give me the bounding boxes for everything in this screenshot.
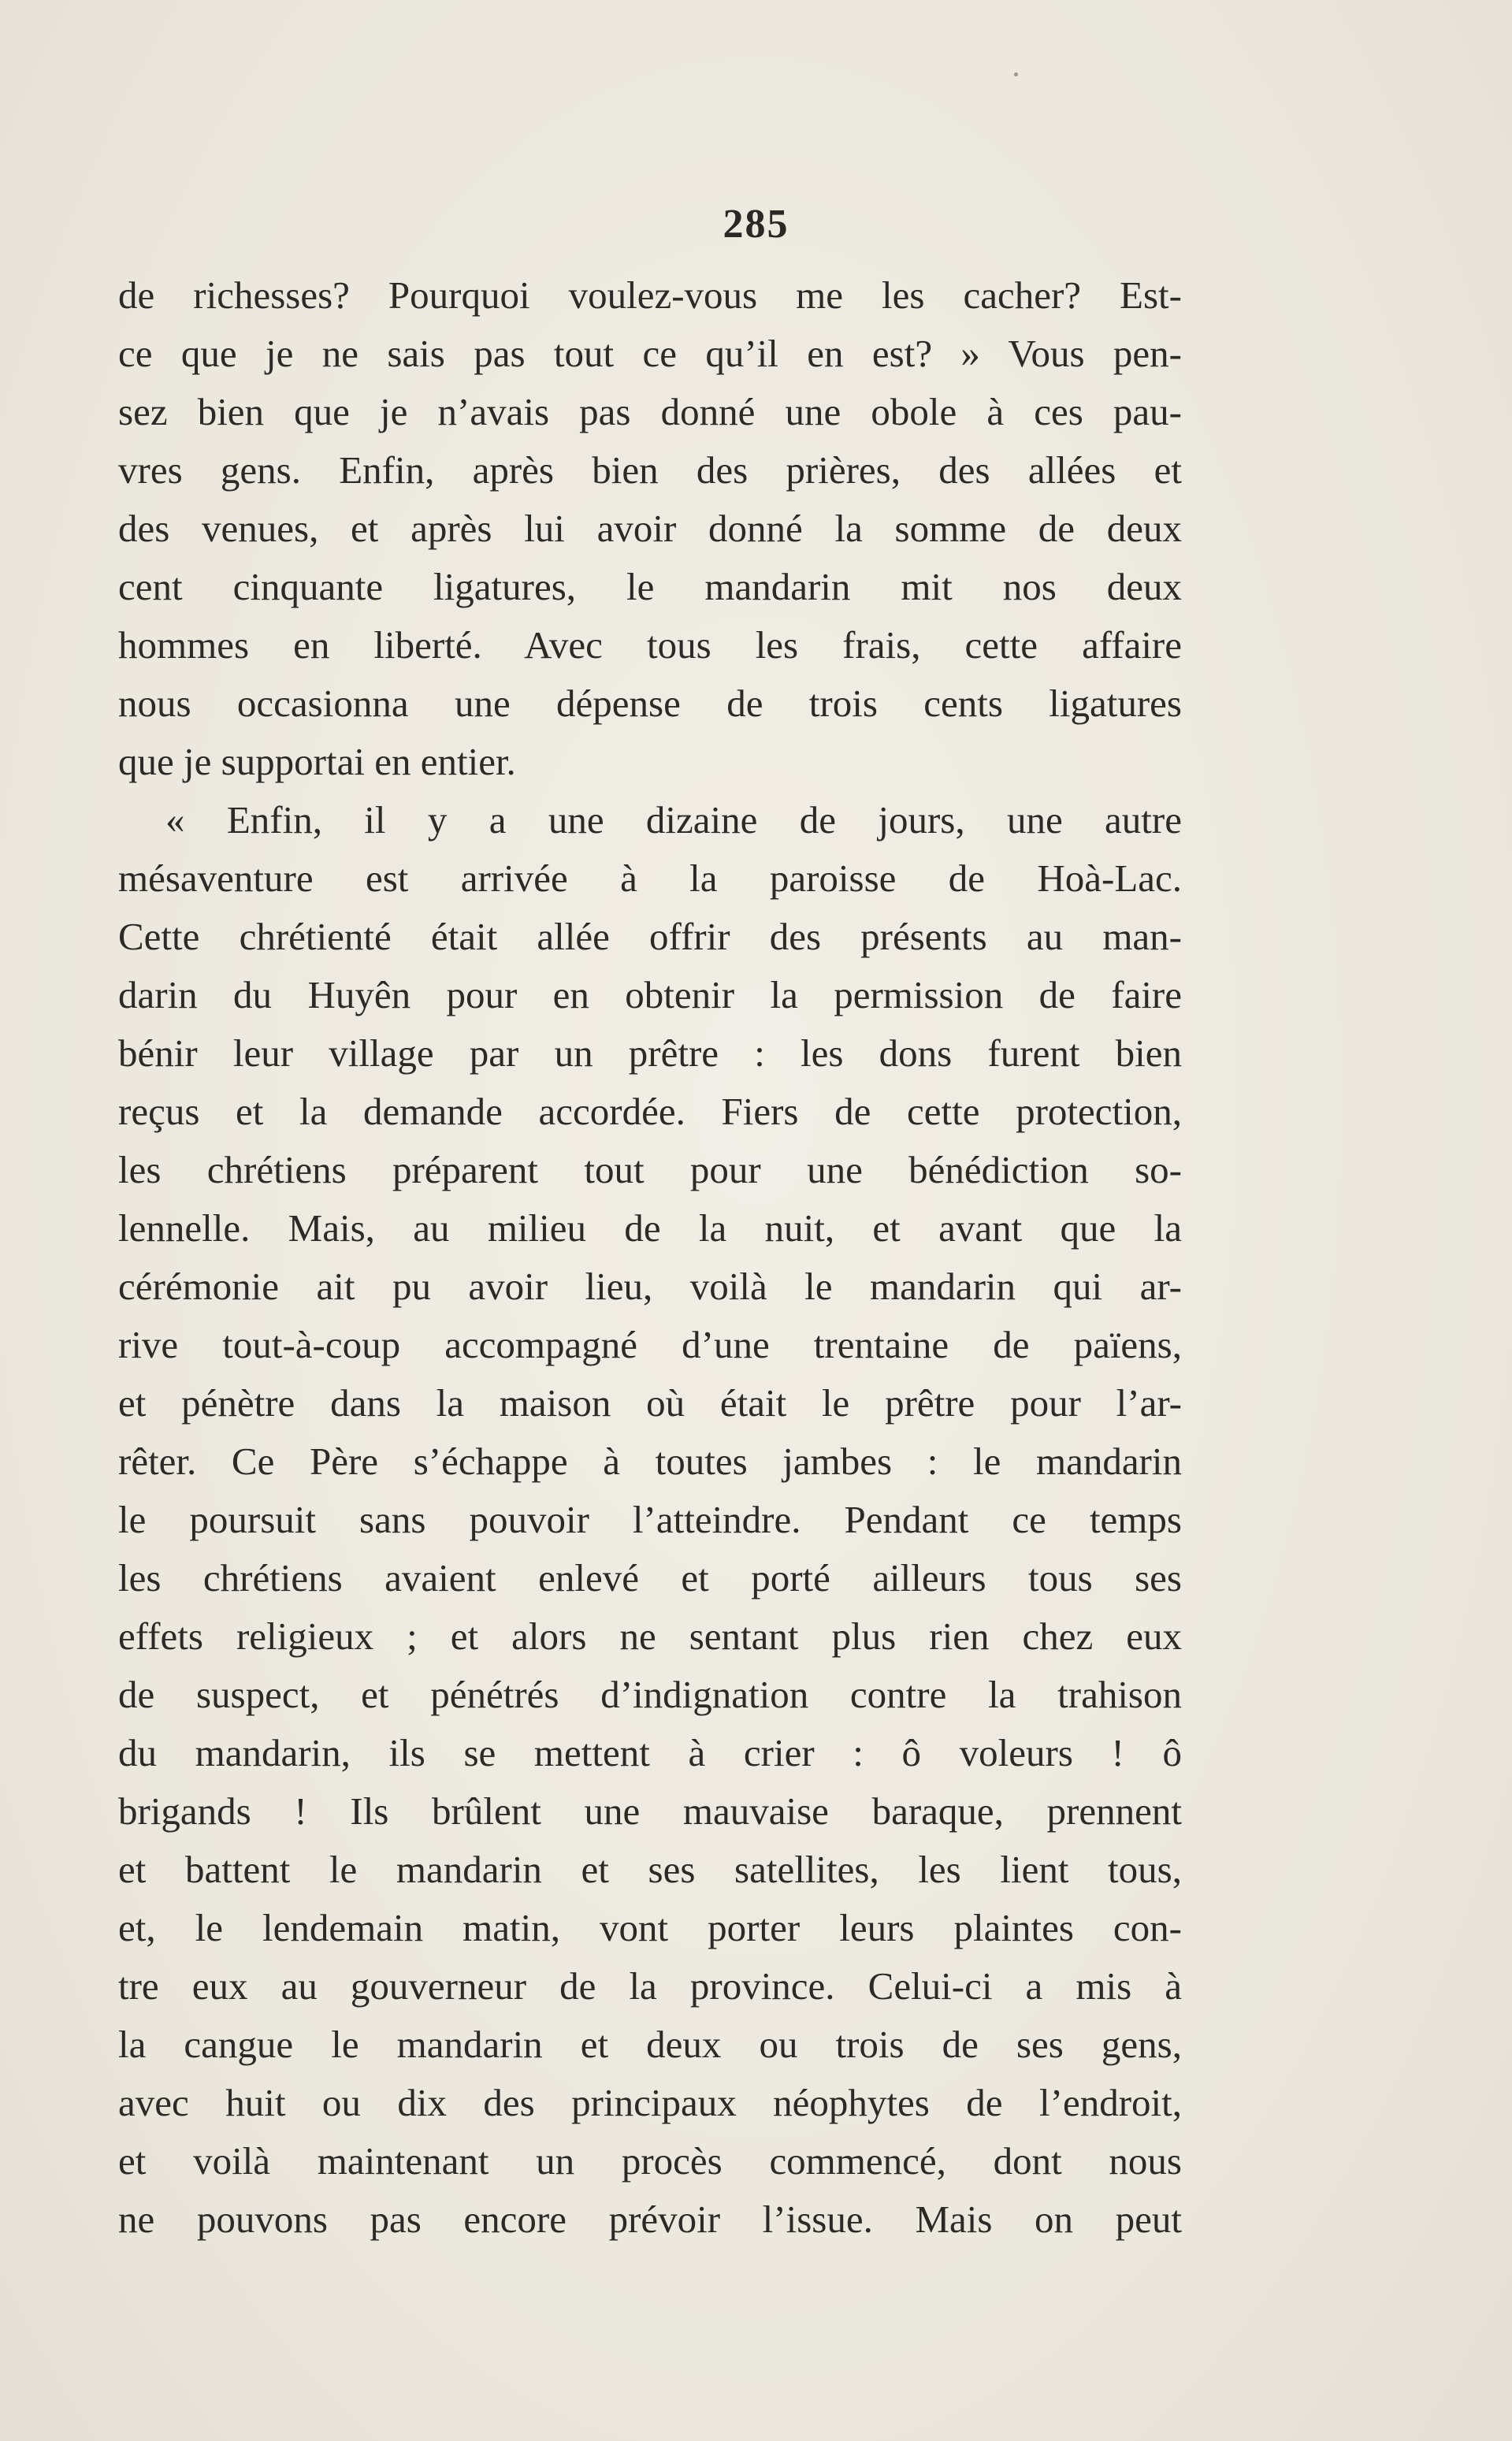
text-line: bénir leur village par un prêtre : les dons furent bien [118, 1031, 1182, 1075]
text-line: lennelle. Mais, au milieu de la nuit, et avant que la [118, 1206, 1182, 1250]
text-line: de richesses? Pourquoi voulez-vous me les cacher? Est- [118, 273, 1182, 317]
text-line: tre eux au gouverneur de la province. Celui-ci a mis à [118, 1964, 1182, 2008]
text-line: rêter. Ce Père s’échappe à toutes jambes : le mandarin [118, 1440, 1182, 1483]
text-line: ce que je ne sais pas tout ce qu’il en est? » Vous pen- [118, 332, 1182, 375]
text-line: les chrétiens avaient enlevé et porté ailleurs tous ses [118, 1556, 1182, 1599]
text-line: et battent le mandarin et ses satellites, les lient tous, [118, 1848, 1182, 1891]
text-line: darin du Huyên pour en obtenir la permission de faire [118, 973, 1182, 1016]
text-line: sez bien que je n’avais pas donné une obole à ces pau- [118, 390, 1182, 433]
text-line: rive tout-à-coup accompagné d’une trentaine de païens, [118, 1323, 1182, 1366]
body-text [118, 266, 1182, 2249]
text-line: vres gens. Enfin, après bien des prières, des allées et [118, 448, 1182, 492]
text-line: de suspect, et pénétrés d’indignation contre la trahison [118, 1673, 1182, 1716]
paragraph-start-line: « Enfin, il y a une dizaine de jours, une autre [165, 798, 1182, 842]
text-line: et voilà maintenant un procès commencé, dont nous [118, 2139, 1182, 2183]
text-line: les chrétiens préparent tout pour une bénédiction so- [118, 1148, 1182, 1191]
paragraph-end-line: que je supportai en entier. [118, 740, 516, 783]
text-line: cent cinquante ligatures, le mandarin mit nos deux [118, 565, 1182, 608]
text-line: brigands ! Ils brûlent une mauvaise baraque, prennent [118, 1789, 1182, 1833]
text-line: la cangue le mandarin et deux ou trois de ses gens, [118, 2023, 1182, 2066]
text-line: nous occasionna une dépense de trois cents ligatures [118, 682, 1182, 725]
text-line: du mandarin, ils se mettent à crier : ô voleurs ! ô [118, 1731, 1182, 1774]
text-line: cérémonie ait pu avoir lieu, voilà le mandarin qui ar- [118, 1265, 1182, 1308]
text-line: des venues, et après lui avoir donné la somme de deux [118, 507, 1182, 550]
text-line: et pénètre dans la maison où était le prêtre pour l’ar- [118, 1381, 1182, 1425]
page-number: 285 [723, 202, 789, 247]
paper-speck [1014, 72, 1018, 76]
text-line: effets religieux ; et alors ne sentant plus rien chez eux [118, 1614, 1182, 1658]
text-line: Cette chrétienté était allée offrir des présents au man- [118, 915, 1182, 958]
text-line: avec huit ou dix des principaux néophytes de l’endroit, [118, 2081, 1182, 2124]
text-line: hommes en liberté. Avec tous les frais, cette affaire [118, 623, 1182, 667]
text-line: le poursuit sans pouvoir l’atteindre. Pendant ce temps [118, 1498, 1182, 1541]
text-line: reçus et la demande accordée. Fiers de cette protection, [118, 1090, 1182, 1133]
text-line: et, le lendemain matin, vont porter leurs plaintes con- [118, 1906, 1182, 1949]
text-line: ne pouvons pas encore prévoir l’issue. Mais on peut [118, 2198, 1182, 2241]
text-line: mésaventure est arrivée à la paroisse de Hoà-Lac. [118, 856, 1182, 900]
